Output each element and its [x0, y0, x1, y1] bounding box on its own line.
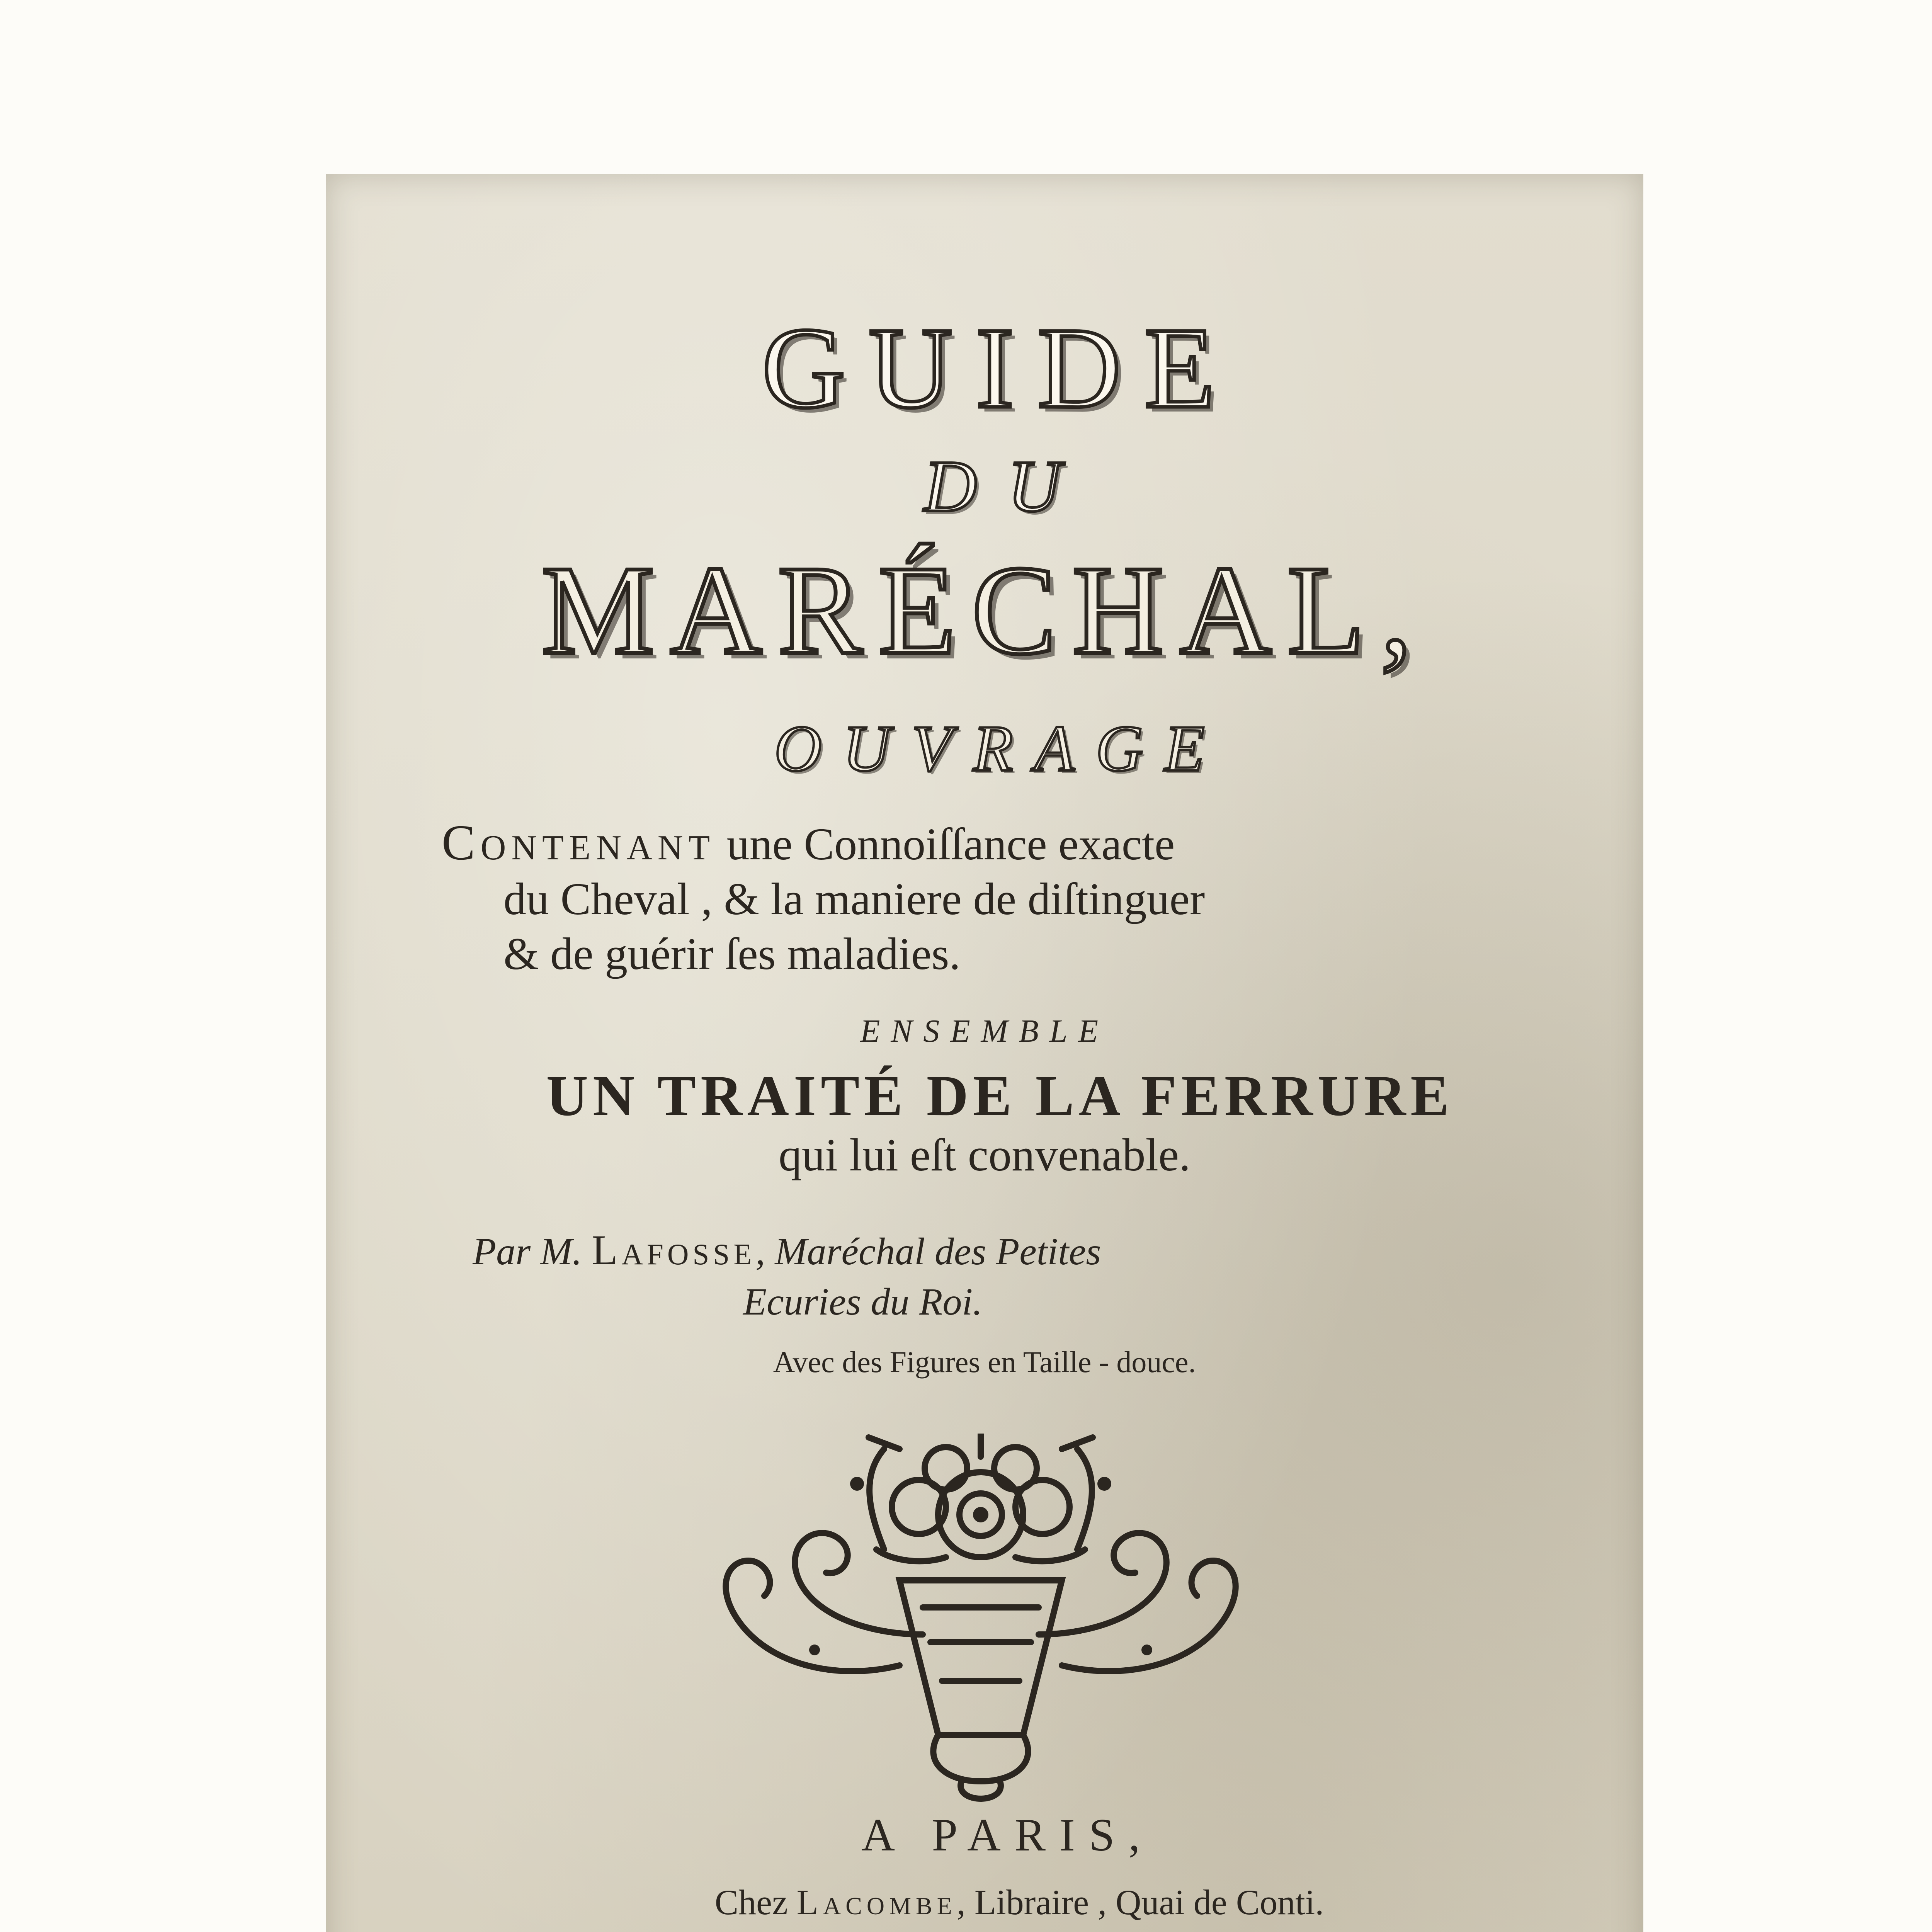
- author-line-2: Ecuries du Roi.: [743, 1280, 983, 1323]
- author-prefix: Par M.: [473, 1230, 582, 1273]
- title-ouvrage: OUVRAGE: [774, 712, 1226, 785]
- desc-line-1: une Connoiſſance exacte: [726, 819, 1175, 869]
- traite-title: UN TRAITÉ DE LA FERRURE: [546, 1064, 1454, 1128]
- desc-line-2: du Cheval , & la maniere de diſtinguer: [503, 874, 1205, 924]
- publisher-prefix: Chez: [714, 1883, 788, 1922]
- title-du: DU: [923, 446, 1092, 527]
- scanned-title-page: [326, 174, 1643, 1932]
- publisher-rest: , Libraire , Quai de Conti.: [956, 1883, 1324, 1922]
- publisher-line: [326, 1882, 1678, 1923]
- publisher-name: Lacombe: [796, 1883, 957, 1922]
- desc-line-3: & de guérir ſes maladies.: [503, 929, 961, 979]
- author-name: Lafosse: [592, 1226, 756, 1274]
- author-block: [473, 1225, 1554, 1327]
- figures-note: Avec des Figures en Taille - douce.: [773, 1345, 1196, 1379]
- desc-lead-word: Contenant: [442, 815, 716, 871]
- ensemble-label: ENSEMBLE: [860, 1013, 1109, 1049]
- place-of-publication: A PARIS,: [861, 1809, 1154, 1861]
- title-guide: GUIDE: [762, 304, 1238, 432]
- floral-ornament-icon: [652, 1434, 1309, 1824]
- title-marechal: MARÉCHAL,: [541, 540, 1428, 681]
- author-role: , Maréchal des Petites: [755, 1230, 1101, 1273]
- traite-subtitle: qui lui eſt convenable.: [778, 1129, 1191, 1180]
- description-block: [442, 815, 1562, 981]
